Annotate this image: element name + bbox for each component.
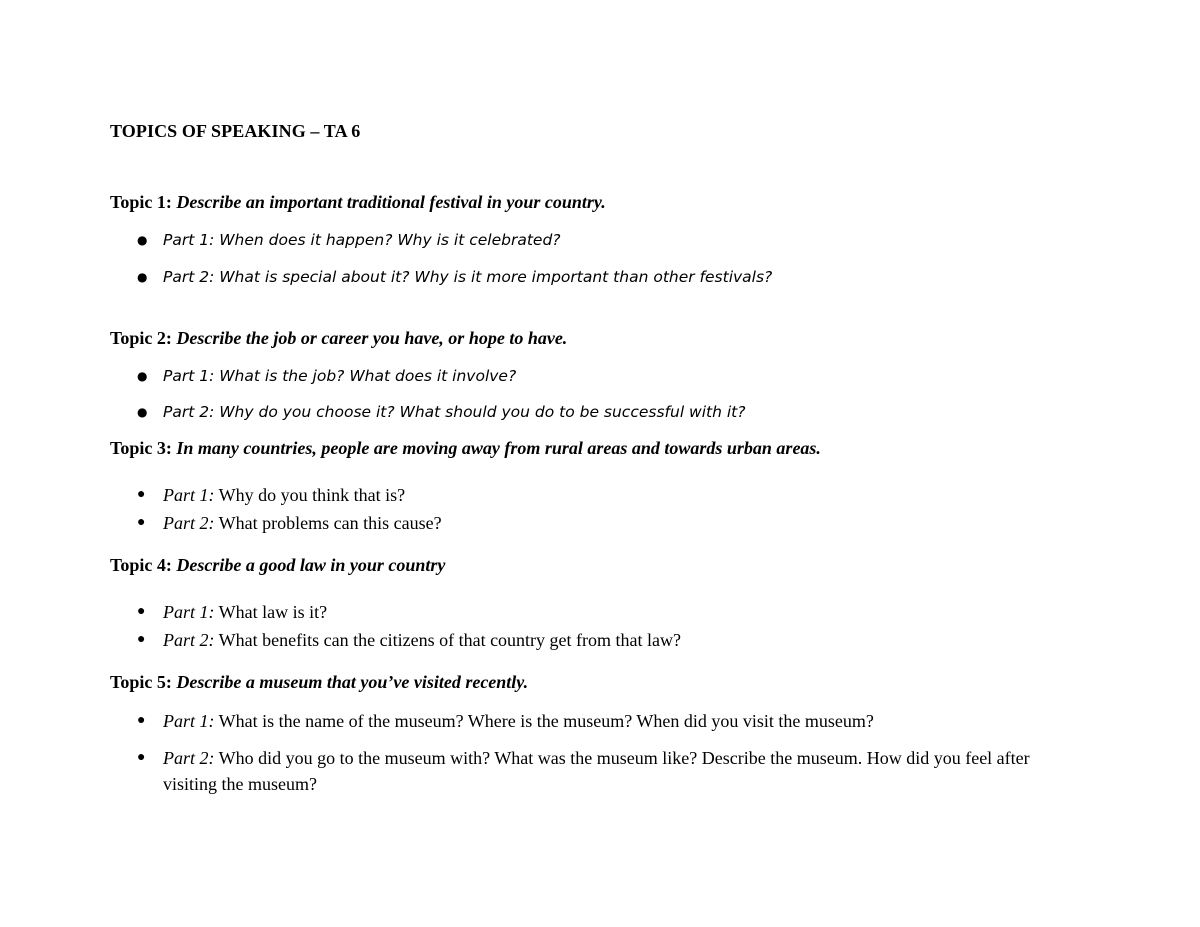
item-text: What problems can this cause? <box>214 513 442 533</box>
bullet-icon: ● <box>137 270 148 284</box>
topic-4-heading <box>110 555 445 576</box>
item-text: Part 1: When does it happen? Why is it celebrated? <box>163 231 561 249</box>
bullet-icon: ● <box>137 604 146 619</box>
part-label: Part 2: <box>163 513 215 533</box>
topic-text: Describe an important traditional festival in your country. <box>176 192 606 212</box>
topic-label: Topic 4: <box>110 555 172 575</box>
part-label: Part 1: <box>163 485 215 505</box>
topic-label: Topic 5: <box>110 672 172 692</box>
bullet-icon: ● <box>137 233 148 247</box>
bullet-icon: ● <box>137 713 146 728</box>
item-text: What benefits can the citizens of that country get from that law? <box>214 630 681 650</box>
list-item <box>137 510 1083 536</box>
bullet-icon: ● <box>137 515 146 530</box>
bullet-icon: ● <box>137 487 146 502</box>
bullet-icon: ● <box>137 405 148 419</box>
bullet-icon: ● <box>137 632 146 647</box>
item-text: Part 2: What is special about it? Why is it more important than other festivals? <box>163 268 773 286</box>
bullet-icon: ● <box>137 369 148 383</box>
bullet-icon: ● <box>137 750 146 765</box>
topic-3-heading <box>110 438 821 459</box>
list-item <box>137 745 1083 797</box>
topic-label: Topic 3: <box>110 438 172 458</box>
item-text: Who did you go to the museum with? What was the museum like? Describe the museum. How did you feel after visiting the museum? <box>163 748 1030 794</box>
topic-text: Describe the job or career you have, or hope to have. <box>176 328 568 348</box>
page-title: TOPICS OF SPEAKING – TA 6 <box>110 121 361 141</box>
item-text: Part 1: What is the job? What does it involve? <box>163 367 517 385</box>
topic-label: Topic 2: <box>110 328 172 348</box>
item-text: Part 2: Why do you choose it? What should you do to be successful with it? <box>163 403 746 421</box>
list-item <box>137 708 1083 734</box>
list-item <box>137 482 1083 508</box>
list-item <box>137 363 1083 389</box>
topic-text: Describe a museum that you’ve visited recently. <box>176 672 529 692</box>
part-label: Part 2: <box>163 630 215 650</box>
topic-label: Topic 1: <box>110 192 172 212</box>
part-label: Part 1: <box>163 602 215 622</box>
topic-text: In many countries, people are moving away from rural areas and towards urban areas. <box>176 438 821 458</box>
list-item <box>137 227 1083 253</box>
list-item <box>137 399 1083 425</box>
item-text: What law is it? <box>214 602 328 622</box>
topic-5-heading <box>110 672 528 693</box>
part-label: Part 2: <box>163 748 215 768</box>
list-item <box>137 599 1083 625</box>
item-text: Why do you think that is? <box>214 485 406 505</box>
list-item <box>137 264 1083 290</box>
topic-2-heading <box>110 328 567 349</box>
list-item <box>137 627 1083 653</box>
part-label: Part 1: <box>163 711 215 731</box>
topic-text: Describe a good law in your country <box>176 555 446 575</box>
item-text: What is the name of the museum? Where is the museum? When did you visit the museum? <box>214 711 874 731</box>
topic-1-heading <box>110 192 606 213</box>
